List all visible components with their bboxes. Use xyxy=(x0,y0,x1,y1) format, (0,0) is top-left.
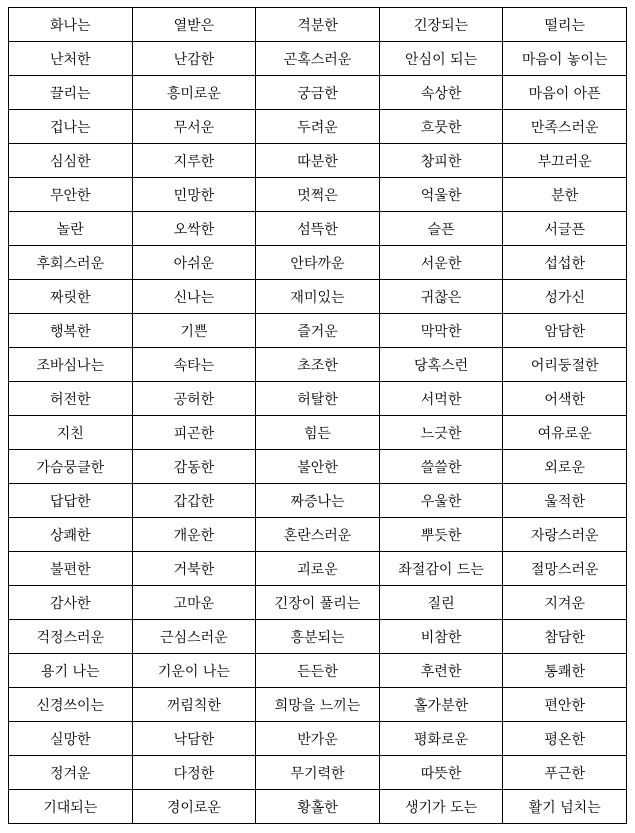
table-row xyxy=(9,280,627,314)
table-cell: 열받은 xyxy=(132,8,256,42)
table-row xyxy=(9,246,627,280)
table-cell: 서먹한 xyxy=(379,382,503,416)
table-cell: 가슴뭉클한 xyxy=(9,450,133,484)
table-row xyxy=(9,178,627,212)
table-cell: 다정한 xyxy=(132,756,256,790)
table-cell: 재미있는 xyxy=(256,280,380,314)
table-cell: 든든한 xyxy=(256,654,380,688)
table-cell: 자랑스러운 xyxy=(503,518,627,552)
table-cell: 낙담한 xyxy=(132,722,256,756)
table-cell: 지루한 xyxy=(132,144,256,178)
table-row xyxy=(9,382,627,416)
table-cell: 당혹스런 xyxy=(379,348,503,382)
table-cell: 후련한 xyxy=(379,654,503,688)
table-cell: 울적한 xyxy=(503,484,627,518)
table-cell: 감동한 xyxy=(132,450,256,484)
table-cell: 힘든 xyxy=(256,416,380,450)
table-cell: 통쾌한 xyxy=(503,654,627,688)
table-cell: 후회스러운 xyxy=(9,246,133,280)
table-cell: 희망을 느끼는 xyxy=(256,688,380,722)
table-cell: 어리둥절한 xyxy=(503,348,627,382)
table-cell: 불편한 xyxy=(9,552,133,586)
table-cell: 지친 xyxy=(9,416,133,450)
table-cell: 쓸쓸한 xyxy=(379,450,503,484)
table-cell: 섭섭한 xyxy=(503,246,627,280)
table-cell: 격분한 xyxy=(256,8,380,42)
table-cell: 민망한 xyxy=(132,178,256,212)
table-cell: 허전한 xyxy=(9,382,133,416)
table-cell: 끌리는 xyxy=(9,76,133,110)
table-cell: 질린 xyxy=(379,586,503,620)
table-cell: 여유로운 xyxy=(503,416,627,450)
table-cell: 기쁜 xyxy=(132,314,256,348)
table-cell: 성가신 xyxy=(503,280,627,314)
table-cell: 정겨운 xyxy=(9,756,133,790)
table-cell: 경이로운 xyxy=(132,790,256,824)
table-cell: 안타까운 xyxy=(256,246,380,280)
table-cell: 따뜻한 xyxy=(379,756,503,790)
table-row xyxy=(9,76,627,110)
table-cell: 안심이 되는 xyxy=(379,42,503,76)
table-cell: 즐거운 xyxy=(256,314,380,348)
table-cell: 마음이 놓이는 xyxy=(503,42,627,76)
table-cell: 갑갑한 xyxy=(132,484,256,518)
table-cell: 허탈한 xyxy=(256,382,380,416)
table-cell: 좌절감이 드는 xyxy=(379,552,503,586)
table-cell: 활기 넘치는 xyxy=(503,790,627,824)
table-cell: 난감한 xyxy=(132,42,256,76)
table-cell: 뿌듯한 xyxy=(379,518,503,552)
table-cell: 놀란 xyxy=(9,212,133,246)
table-row xyxy=(9,348,627,382)
table-cell: 긴장이 풀리는 xyxy=(256,586,380,620)
table-cell: 아쉬운 xyxy=(132,246,256,280)
table-cell: 생기가 도는 xyxy=(379,790,503,824)
table-cell: 고마운 xyxy=(132,586,256,620)
table-row xyxy=(9,586,627,620)
table-cell: 속타는 xyxy=(132,348,256,382)
table-cell: 마음이 아픈 xyxy=(503,76,627,110)
table-cell: 근심스러운 xyxy=(132,620,256,654)
table-row xyxy=(9,620,627,654)
table-cell: 따분한 xyxy=(256,144,380,178)
table-row xyxy=(9,450,627,484)
table-cell: 행복한 xyxy=(9,314,133,348)
table-cell: 짜증나는 xyxy=(256,484,380,518)
table-row xyxy=(9,144,627,178)
table-cell: 불안한 xyxy=(256,450,380,484)
table-cell: 용기 나는 xyxy=(9,654,133,688)
table-cell: 긴장되는 xyxy=(379,8,503,42)
table-cell: 공허한 xyxy=(132,382,256,416)
table-cell: 비참한 xyxy=(379,620,503,654)
table-row xyxy=(9,552,627,586)
table-cell: 부끄러운 xyxy=(503,144,627,178)
table-cell: 곤혹스러운 xyxy=(256,42,380,76)
table-cell: 감사한 xyxy=(9,586,133,620)
table-cell: 궁금한 xyxy=(256,76,380,110)
table-cell: 막막한 xyxy=(379,314,503,348)
table-cell: 꺼림칙한 xyxy=(132,688,256,722)
table-cell: 느긋한 xyxy=(379,416,503,450)
table-body xyxy=(9,8,627,824)
table-cell: 화나는 xyxy=(9,8,133,42)
table-cell: 분한 xyxy=(503,178,627,212)
table-row xyxy=(9,42,627,76)
table-cell: 짜릿한 xyxy=(9,280,133,314)
table-row xyxy=(9,790,627,824)
table-cell: 속상한 xyxy=(379,76,503,110)
table-cell: 외로운 xyxy=(503,450,627,484)
table-cell: 신나는 xyxy=(132,280,256,314)
table-cell: 거북한 xyxy=(132,552,256,586)
table-row xyxy=(9,654,627,688)
table-cell: 흥분되는 xyxy=(256,620,380,654)
table-cell: 상쾌한 xyxy=(9,518,133,552)
table-cell: 서글픈 xyxy=(503,212,627,246)
table-cell: 서운한 xyxy=(379,246,503,280)
table-row xyxy=(9,518,627,552)
table-cell: 오싹한 xyxy=(132,212,256,246)
table-cell: 무기력한 xyxy=(256,756,380,790)
table-cell: 혼란스러운 xyxy=(256,518,380,552)
table-cell: 답답한 xyxy=(9,484,133,518)
table-cell: 실망한 xyxy=(9,722,133,756)
table-cell: 심심한 xyxy=(9,144,133,178)
table-row xyxy=(9,314,627,348)
table-cell: 평화로운 xyxy=(379,722,503,756)
table-cell: 섬뜩한 xyxy=(256,212,380,246)
table-cell: 신경쓰이는 xyxy=(9,688,133,722)
table-cell: 어색한 xyxy=(503,382,627,416)
table-cell: 괴로운 xyxy=(256,552,380,586)
emotion-words-table xyxy=(8,7,627,824)
table-cell: 홀가분한 xyxy=(379,688,503,722)
table-cell: 흐뭇한 xyxy=(379,110,503,144)
table-cell: 난처한 xyxy=(9,42,133,76)
table-cell: 반가운 xyxy=(256,722,380,756)
table-cell: 귀찮은 xyxy=(379,280,503,314)
table-cell: 기운이 나는 xyxy=(132,654,256,688)
table-cell: 지겨운 xyxy=(503,586,627,620)
table-cell: 슬픈 xyxy=(379,212,503,246)
table-cell: 떨리는 xyxy=(503,8,627,42)
table-cell: 우울한 xyxy=(379,484,503,518)
table-cell: 기대되는 xyxy=(9,790,133,824)
table-cell: 두려운 xyxy=(256,110,380,144)
table-cell: 만족스러운 xyxy=(503,110,627,144)
table-row xyxy=(9,484,627,518)
table-row xyxy=(9,8,627,42)
table-row xyxy=(9,722,627,756)
table-cell: 피곤한 xyxy=(132,416,256,450)
table-cell: 조바심나는 xyxy=(9,348,133,382)
table-cell: 겁나는 xyxy=(9,110,133,144)
table-row xyxy=(9,756,627,790)
table-cell: 암담한 xyxy=(503,314,627,348)
table-cell: 억울한 xyxy=(379,178,503,212)
table-cell: 절망스러운 xyxy=(503,552,627,586)
table-row xyxy=(9,212,627,246)
table-row xyxy=(9,688,627,722)
table-cell: 흥미로운 xyxy=(132,76,256,110)
table-cell: 푸근한 xyxy=(503,756,627,790)
table-cell: 초조한 xyxy=(256,348,380,382)
table-cell: 편안한 xyxy=(503,688,627,722)
table-cell: 걱정스러운 xyxy=(9,620,133,654)
table-cell: 창피한 xyxy=(379,144,503,178)
table-cell: 개운한 xyxy=(132,518,256,552)
table-row xyxy=(9,110,627,144)
table-cell: 멋쩍은 xyxy=(256,178,380,212)
table-cell: 무안한 xyxy=(9,178,133,212)
table-cell: 황홀한 xyxy=(256,790,380,824)
table-cell: 무서운 xyxy=(132,110,256,144)
table-cell: 평온한 xyxy=(503,722,627,756)
table-row xyxy=(9,416,627,450)
table-cell: 참담한 xyxy=(503,620,627,654)
